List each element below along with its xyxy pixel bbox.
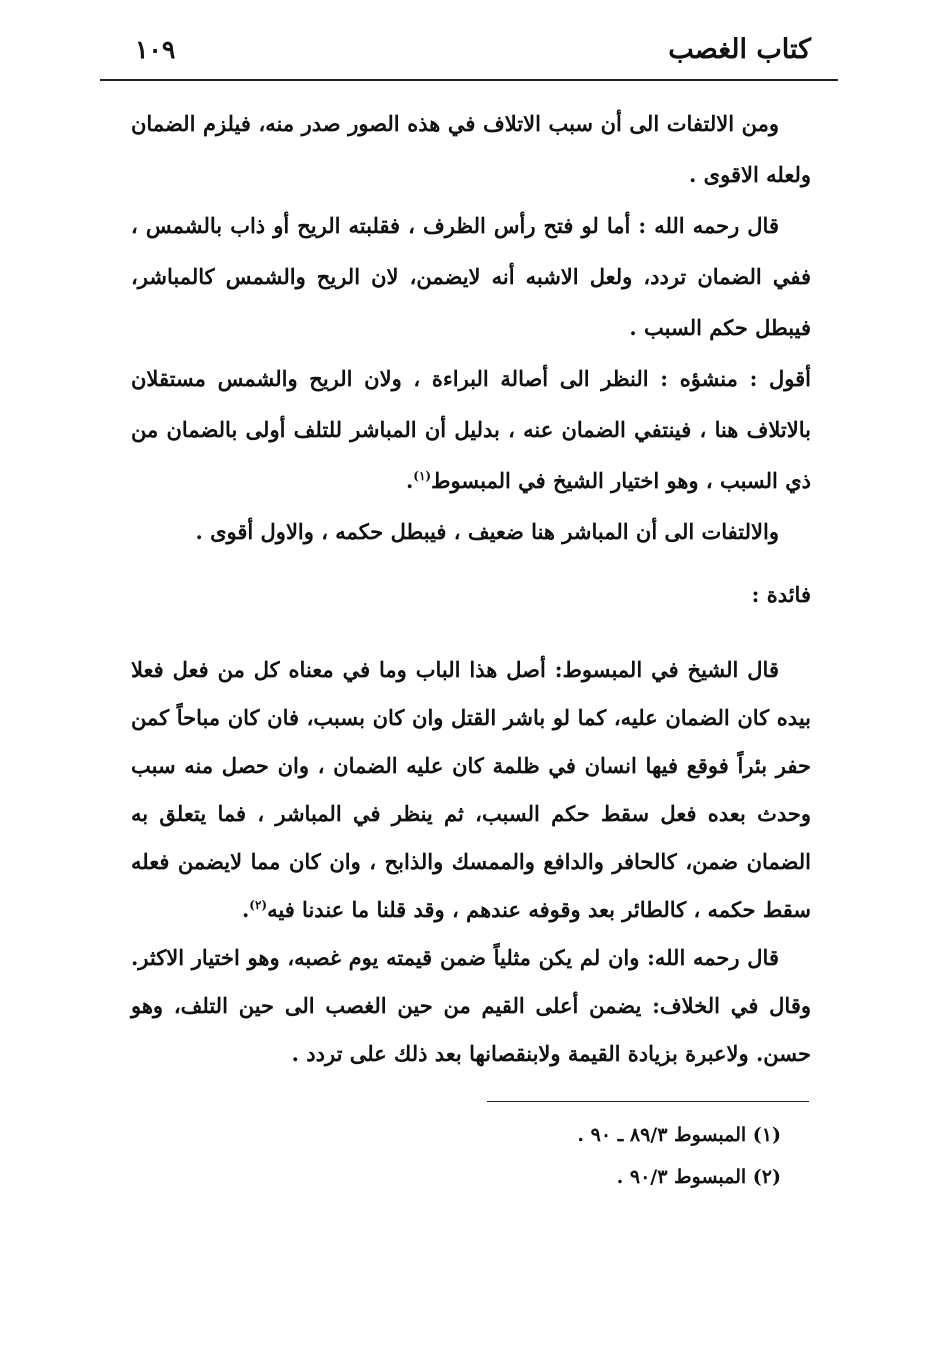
main-text [131,98,811,1078]
section-heading-faida: فائدة : [751,582,811,607]
paragraph-6: قال رحمه الله: وان لم يكن مثلياً ضمن قيمته يوم غصبه، وهو اختيار الاكثر. وقال في الخلاف: يضمن أعلى القيم من حين الغصب الى حين التلف، وهو حسن. ولاعبرة بزيادة القيمة ولابنقصانها بعد ذلك على تردد . [131,945,811,1066]
paragraph-5-text: قال الشيخ في المبسوط: أصل هذا الباب وما في معناه كل من فعل فعلا بيده كان الضمان عليه، كما لو باشر القتل وان كان بسبب، فان كان مباحاً كمن حفر بئراً فوقع فيها انسان في ظلمة كان عليه الضمان ، وان حصل منه سبب وحدث بعده فعل سقط حكم السبب، ثم ينظر في المباشر ، فما يتعلق به الضمان ضمن، كالحافر والدافع والممسك والذابح ، وان كان مما لايضمن فعله سقط حكمه ، كالطائر بعد وقوفه عندهم ، وقد قلنا ما عندنا فيه [131,657,811,922]
paragraph-4: والالتفات الى أن المباشر هنا ضعيف ، فيبطل حكمه ، والاول أقوى . [195,519,779,544]
paragraph-5 [131,646,811,934]
paragraph-3-text: أقول : منشؤه : النظر الى أصالة البراءة ، ولان الريح والشمس مستقلان بالاتلاف هنا ، فينتفي الضمان عنه ، بدليل أن المباشر للتلف أولى بالضمان من ذي السبب ، وهو اختيار الشيخ في المبسوط [131,366,811,493]
paragraph-3 [131,353,811,506]
paragraph-1: ومن الالتفات الى أن سبب الاتلاف في هذه الصور صدر منه، فيلزم الضمان ولعله الاقوى . [131,111,811,187]
paragraph-5-end: . [241,897,250,922]
paragraph-3-end: . [405,468,414,493]
footnote-ref-2: (٢) [249,898,268,912]
running-header-title: كتاب الغصب [668,34,811,65]
footnote-1: (١) المبسوط ٨٩/٣ ـ ٩٠ . [577,1124,781,1146]
footnotes [381,1114,781,1198]
footnote-2: (٢) المبسوط ٩٠/٣ . [616,1166,781,1188]
paragraph-2: قال رحمه الله : أما لو فتح رأس الظرف ، فقلبته الريح أو ذاب بالشمس ، ففي الضمان تردد، ولعل الاشبه أنه لايضمن، لان الريح والشمس كالمباشر، فيبطل حكم السبب . [131,213,811,340]
footnote-ref-1: (١) [413,469,432,483]
page-number: ١٠٩ [135,35,176,64]
header-divider [100,79,838,81]
footnote-divider [487,1101,809,1102]
